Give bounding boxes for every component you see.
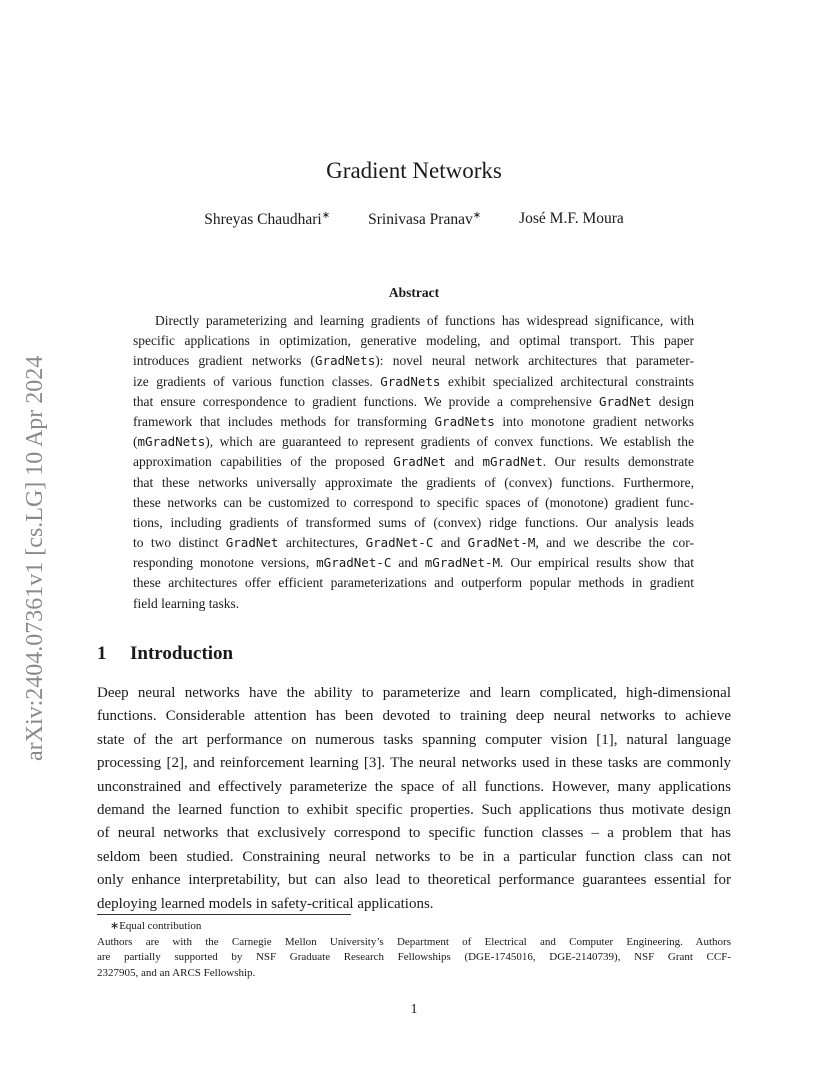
arxiv-identifier-text: arXiv:2404.07361v1 [cs.LG] 10 Apr 2024 [22, 355, 48, 761]
code-term: GradNets [434, 413, 495, 429]
abstract-line: approximation capabilities of the proposed GradNet and mGradNet. Our results demonstrate [133, 454, 694, 470]
author: José M.F. Moura [519, 210, 624, 227]
abstract-line: these networks can be customized to correspond to specific spaces of (monotone) gradient func- [133, 494, 694, 510]
author-list [0, 210, 828, 229]
abstract-line: tions, including gradients of transformed sums of (convex) ridge functions. Our analysis leads [133, 514, 694, 530]
code-term: mGradNet-M [424, 555, 501, 571]
section-heading-introduction [97, 643, 233, 665]
page-number: 1 [410, 1002, 418, 1017]
footnote-line: are partially supported by NSF Graduate Research Fellowships (DGE-1745016, DGE-2140739), NSF Grant CCF- [97, 951, 731, 963]
footnote-line: ∗Equal contribution [110, 920, 202, 932]
paragraph-line: state of the art performance on numerous tasks spanning computer vision [1], natural language [97, 731, 731, 748]
paragraph-line: of neural networks that exclusively correspond to specific function classes – a problem that has [97, 825, 731, 842]
abstract-line: these architectures offer efficient parameterizations and outperform popular methods in gradient [133, 575, 694, 591]
abstract-line: field learning tasks. [133, 595, 240, 611]
code-term: GradNet [598, 393, 652, 409]
code-term: GradNet-C [365, 535, 434, 551]
equal-contribution-mark: ∗ [472, 210, 482, 221]
abstract-line: framework that includes methods for transforming GradNets into monotone gradient networks [133, 413, 695, 429]
paragraph-line: seldom been studied. Constraining neural networks to be in a particular function class can not [97, 848, 731, 865]
paragraph-line: processing [2], and reinforcement learning [3]. The neural networks used in these tasks are commonly [97, 755, 731, 772]
abstract-line: that ensure correspondence to gradient functions. We provide a comprehensive GradNet design [133, 393, 695, 409]
code-term: mGradNet-C [316, 555, 392, 571]
footnote-line: 2327905, and an ARCS Fellowship. [97, 966, 256, 979]
abstract-line: responding monotone versions, mGradNet-C and mGradNet-M. Our empirical results show that [133, 555, 695, 571]
author: Srinivasa Pranav∗ [368, 210, 482, 229]
equal-contribution-mark: ∗ [321, 210, 331, 221]
paragraph-line: functions. Considerable attention has been devoted to training deep neural networks to achieve [97, 708, 731, 725]
paragraph-line: Deep neural networks have the ability to parameterize and learn complicated, high-dimensional [97, 685, 731, 701]
abstract-line: to two distinct GradNet architectures, GradNet-C and GradNet-M, and we describe the cor- [133, 535, 695, 551]
abstract-line: that these networks universally approximate the gradients of (convex) functions. Furthermore, [133, 474, 694, 490]
paragraph-line: deploying learned models in safety-critical applications. [97, 895, 434, 912]
abstract-heading: Abstract [388, 285, 440, 300]
code-term: GradNets [380, 373, 441, 389]
footnote-divider [97, 914, 351, 915]
code-term: GradNet-M [467, 535, 536, 551]
abstract-body [133, 311, 694, 614]
code-term: mGradNet [482, 454, 543, 470]
section-title: Introduction [130, 643, 234, 664]
footnote-line: Authors are with the Carnegie Mellon University’s Department of Electrical and Computer Engineering. Authors [97, 935, 731, 948]
paper-title: Gradient Networks [326, 158, 502, 183]
section-number: 1 [97, 643, 107, 664]
abstract-line: (mGradNets), which are guaranteed to represent gradients of convex functions. We establish the [133, 434, 694, 450]
footnotes [97, 919, 731, 981]
abstract-line: ize gradients of various function classes. GradNets exhibit specialized architectural constraints [133, 373, 694, 389]
introduction-paragraph [97, 682, 731, 916]
code-term: mGradNets [137, 434, 206, 450]
paragraph-line: demand the learned function to exhibit specific properties. Such applications thus motivate design [97, 801, 731, 818]
code-term: GradNet [225, 535, 279, 551]
paragraph-line: only enhance interpretability, but can also lead to theoretical performance guarantees essential for [97, 872, 731, 889]
abstract-line: introduces gradient networks (GradNets): novel neural network architectures that parameter- [133, 353, 694, 369]
paragraph-line: unconstrained and effectively parameterize the space of all functions. However, many applications [97, 778, 731, 795]
arxiv-identifier-sidebar [22, 286, 48, 761]
abstract-line: Directly parameterizing and learning gradients of functions has widespread significance, with [155, 313, 694, 328]
code-term: GradNets [315, 353, 376, 369]
code-term: GradNet [393, 454, 446, 470]
abstract-line: specific applications in optimization, generative modeling, and optimal transport. This paper [133, 333, 694, 349]
author: Shreyas Chaudhari∗ [204, 210, 331, 229]
